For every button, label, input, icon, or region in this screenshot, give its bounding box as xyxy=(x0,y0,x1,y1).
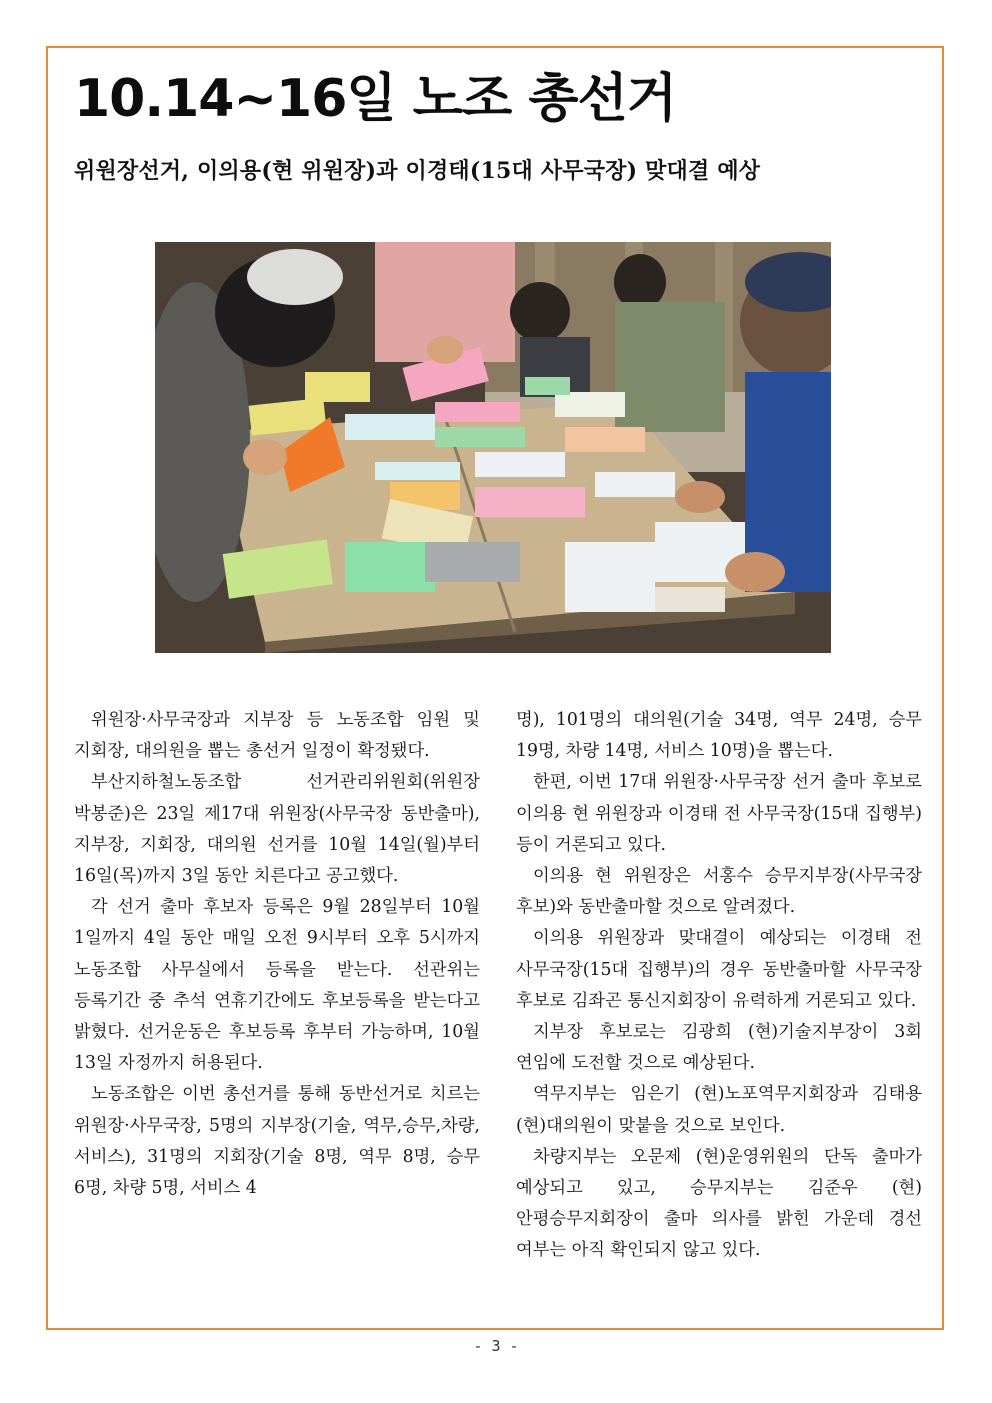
paragraph: 한편, 이번 17대 위원장·사무국장 선거 출마 후보로 이의용 현 위원장과 이경태 전 사무국장(15대 집행부) 등이 거론되고 있다. xyxy=(516,772,922,855)
right-column xyxy=(516,705,922,1267)
paragraph: 노동조합은 이번 총선거를 통해 동반선거로 치르는 위원장·사무국장, 5명의 지부장(기술, 역무,승무,차량,서비스), 31명의 지회장(기술 8명, 역무 8명, 승무 6명, 차량 5명, 서비스 4 xyxy=(74,1084,480,1199)
paragraph: 역무지부는 임은기 (현)노포역무지회장과 김태용 (현)대의원이 맞붙을 것으로 보인다. xyxy=(516,1084,922,1136)
paragraph-continuation: 명), 101명의 대의원(기술 34명, 역무 24명, 승무 19명, 차량 14명, 서비스 10명)을 뽑는다. xyxy=(516,710,922,762)
paragraph: 각 선거 출마 후보자 등록은 9월 28일부터 10월 1일까지 4일 동안 매일 오전 9시부터 오후 5시까지 노동조합 사무실에서 등록을 받는다. 선관위는 등록기간 중 추석 연휴기간에도 후보등록을 받는다고 밝혔다. 선거운동은 후보등록 후부터 가능하며, 10월 13일 자정까지 허용된다. xyxy=(74,897,480,1074)
headline: 10.14~16일 노조 총선거 xyxy=(74,69,677,129)
paragraph: 차량지부는 오문제 (현)운영위원의 단독 출마가 예상되고 있고, 승무지부는 김준우 (현)안평승무지회장이 출마 의사를 밝힌 가운데 경선 여부는 아직 확인되지 않고 있다. xyxy=(516,1146,922,1261)
page-number: - 3 - xyxy=(473,1337,519,1355)
paragraph: 지부장 후보로는 김광희 (현)기술지부장이 3회 연임에 도전할 것으로 예상된다. xyxy=(516,1022,922,1074)
paragraph: 부산지하철노동조합 선거관리위원회(위원장 박봉준)은 23일 제17대 위원장(사무국장 동반출마), 지부장, 지회장, 대의원 선거를 10월 14일(월)부터 16일(목)까지 3일 동안 치른다고 공고했다. xyxy=(74,772,480,887)
subheadline: 위원장선거, 이의용(현 위원장)과 이경태(15대 사무국장) 맞대결 예상 xyxy=(74,158,761,184)
ballot-counting-photo xyxy=(155,242,831,653)
paragraph: 이의용 위원장과 맞대결이 예상되는 이경태 전 사무국장(15대 집행부)의 경우 동반출마할 사무국장 후보로 김좌곤 통신지회장이 유력하게 거론되고 있다. xyxy=(516,928,922,1011)
left-column xyxy=(74,705,480,1204)
paragraph: 이의용 현 위원장은 서홍수 승무지부장(사무국장 후보)와 동반출마할 것으로 알려졌다. xyxy=(516,866,922,918)
paragraph: 위원장·사무국장과 지부장 등 노동조합 임원 및 지회장, 대의원을 뽑는 총선거 일정이 확정됐다. xyxy=(74,710,480,762)
